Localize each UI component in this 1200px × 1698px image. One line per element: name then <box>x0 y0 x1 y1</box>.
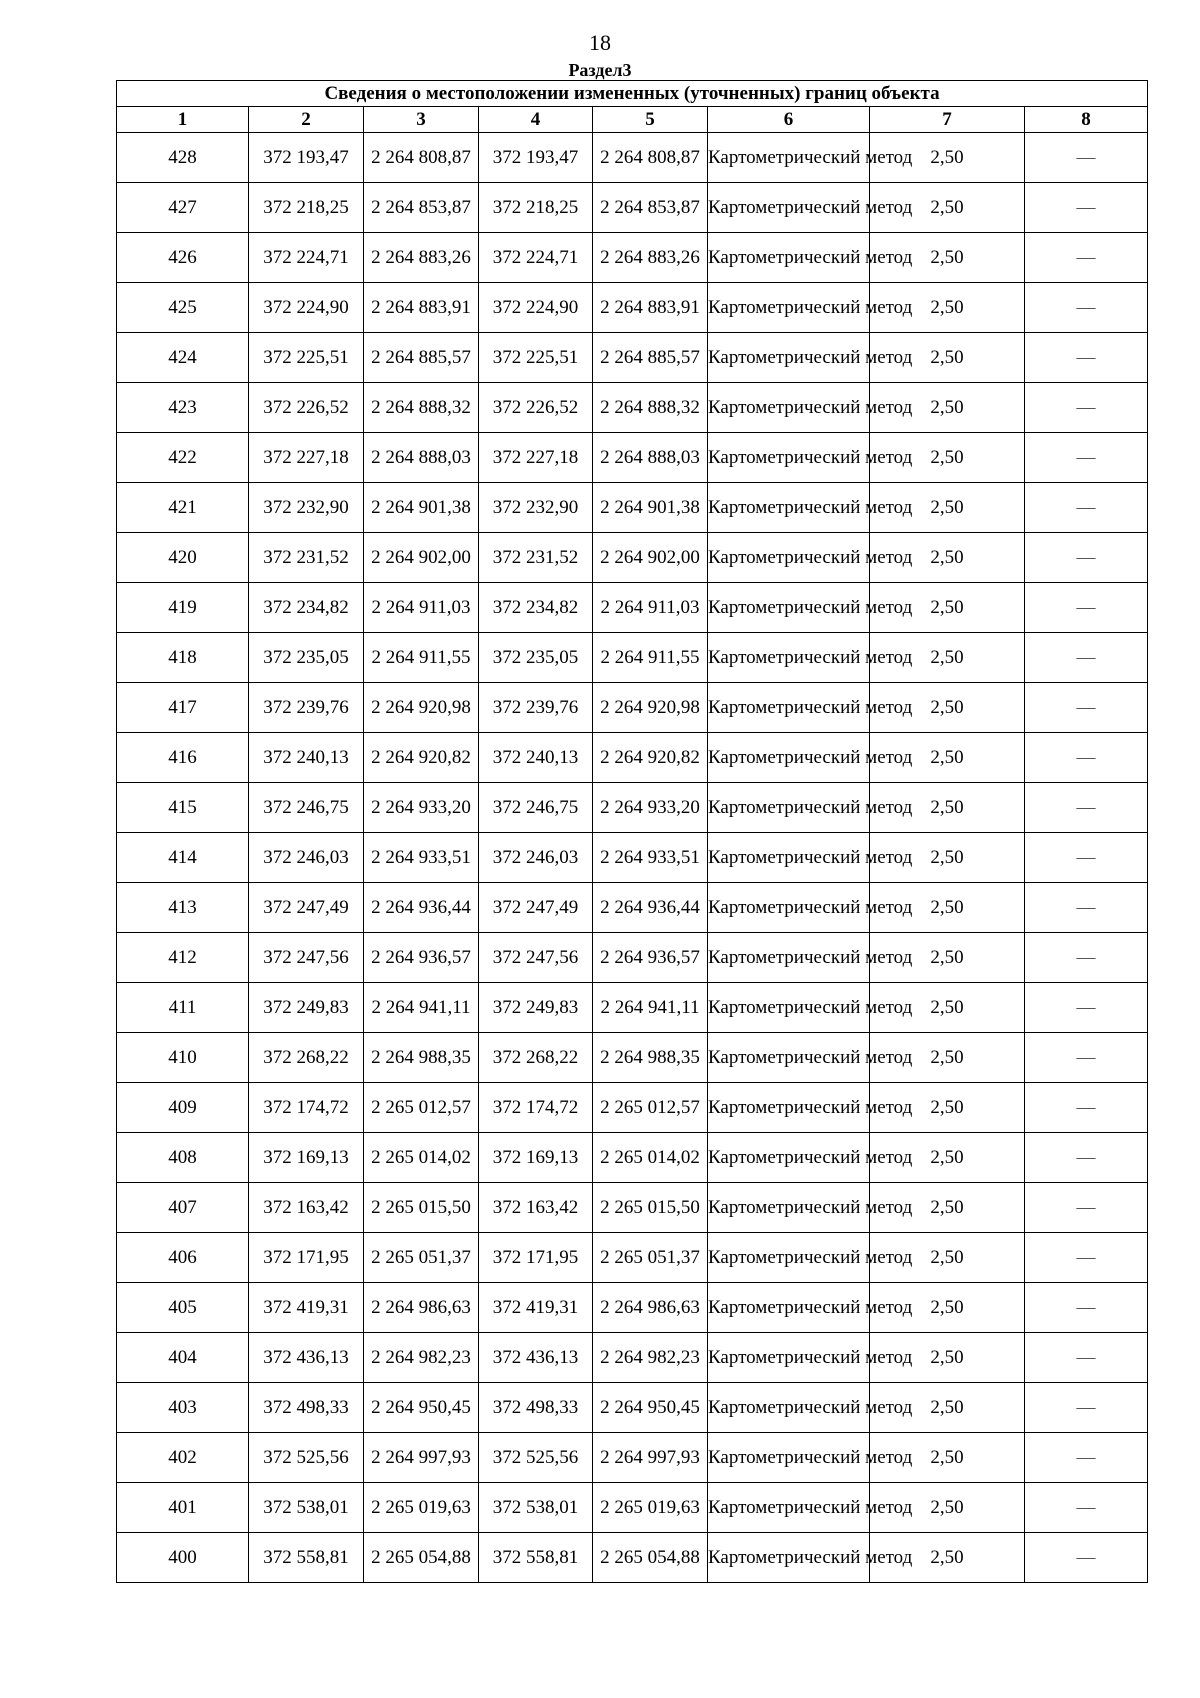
cell-x-existing: 372 226,52 <box>249 383 364 433</box>
cell-method: Картометрический метод <box>708 733 870 783</box>
cell-description: — <box>1025 533 1148 583</box>
cell-description: — <box>1025 383 1148 433</box>
table-row <box>117 1283 1148 1333</box>
cell-x-existing: 372 436,13 <box>249 1333 364 1383</box>
cell-x-existing: 372 225,51 <box>249 333 364 383</box>
column-number-6: 6 <box>708 107 870 133</box>
cell-x-new: 372 239,76 <box>479 683 593 733</box>
cell-point-number: 400 <box>117 1533 249 1583</box>
cell-method: Картометрический метод <box>708 783 870 833</box>
cell-y-existing: 2 265 014,02 <box>364 1133 479 1183</box>
cell-point-number: 427 <box>117 183 249 233</box>
table-title-row <box>117 81 1148 107</box>
cell-x-new: 372 174,72 <box>479 1083 593 1133</box>
cell-precision: 2,50 <box>870 1283 1025 1333</box>
cell-method: Картометрический метод <box>708 883 870 933</box>
cell-precision: 2,50 <box>870 783 1025 833</box>
cell-method: Картометрический метод <box>708 383 870 433</box>
cell-y-existing: 2 264 933,51 <box>364 833 479 883</box>
cell-precision: 2,50 <box>870 633 1025 683</box>
cell-y-existing: 2 264 902,00 <box>364 533 479 583</box>
cell-x-new: 372 232,90 <box>479 483 593 533</box>
cell-method: Картометрический метод <box>708 183 870 233</box>
column-number-8: 8 <box>1025 107 1148 133</box>
cell-method: Картометрический метод <box>708 333 870 383</box>
cell-y-existing: 2 264 883,26 <box>364 233 479 283</box>
cell-precision: 2,50 <box>870 1033 1025 1083</box>
cell-point-number: 419 <box>117 583 249 633</box>
cell-description: — <box>1025 183 1148 233</box>
cell-precision: 2,50 <box>870 1333 1025 1383</box>
cell-y-new: 2 264 933,20 <box>593 783 708 833</box>
cell-point-number: 403 <box>117 1383 249 1433</box>
cell-x-existing: 372 163,42 <box>249 1183 364 1233</box>
cell-description: — <box>1025 583 1148 633</box>
cell-precision: 2,50 <box>870 583 1025 633</box>
cell-description: — <box>1025 1483 1148 1533</box>
table-row <box>117 833 1148 883</box>
table-row <box>117 683 1148 733</box>
cell-point-number: 407 <box>117 1183 249 1233</box>
cell-x-existing: 372 227,18 <box>249 433 364 483</box>
table-row <box>117 183 1148 233</box>
cell-y-existing: 2 264 808,87 <box>364 133 479 183</box>
cell-y-new: 2 264 888,32 <box>593 383 708 433</box>
boundary-coordinates-table <box>116 80 1148 1583</box>
cell-method: Картометрический метод <box>708 1233 870 1283</box>
cell-description: — <box>1025 733 1148 783</box>
cell-precision: 2,50 <box>870 433 1025 483</box>
cell-x-existing: 372 232,90 <box>249 483 364 533</box>
cell-y-new: 2 264 920,98 <box>593 683 708 733</box>
cell-description: — <box>1025 883 1148 933</box>
cell-x-new: 372 218,25 <box>479 183 593 233</box>
cell-y-new: 2 265 015,50 <box>593 1183 708 1233</box>
table-row <box>117 1483 1148 1533</box>
cell-x-existing: 372 171,95 <box>249 1233 364 1283</box>
table-row <box>117 583 1148 633</box>
column-number-3: 3 <box>364 107 479 133</box>
cell-description: — <box>1025 1383 1148 1433</box>
cell-y-existing: 2 264 936,44 <box>364 883 479 933</box>
page-number: 18 <box>589 30 611 55</box>
cell-x-new: 372 498,33 <box>479 1383 593 1433</box>
cell-description: — <box>1025 483 1148 533</box>
cell-precision: 2,50 <box>870 1133 1025 1183</box>
cell-x-new: 372 169,13 <box>479 1133 593 1183</box>
cell-x-new: 372 247,49 <box>479 883 593 933</box>
cell-y-new: 2 264 950,45 <box>593 1383 708 1433</box>
cell-y-existing: 2 264 986,63 <box>364 1283 479 1333</box>
cell-precision: 2,50 <box>870 483 1025 533</box>
cell-description: — <box>1025 233 1148 283</box>
cell-y-new: 2 264 883,26 <box>593 233 708 283</box>
cell-x-existing: 372 235,05 <box>249 633 364 683</box>
cell-precision: 2,50 <box>870 883 1025 933</box>
cell-method: Картометрический метод <box>708 1483 870 1533</box>
cell-precision: 2,50 <box>870 383 1025 433</box>
table-row <box>117 1083 1148 1133</box>
cell-description: — <box>1025 933 1148 983</box>
table-title: Сведения о местоположении измененных (уточненных) границ объекта <box>117 81 1148 107</box>
cell-y-new: 2 264 901,38 <box>593 483 708 533</box>
cell-precision: 2,50 <box>870 1233 1025 1283</box>
cell-y-existing: 2 264 901,38 <box>364 483 479 533</box>
cell-y-new: 2 264 933,51 <box>593 833 708 883</box>
table-row <box>117 433 1148 483</box>
cell-method: Картометрический метод <box>708 683 870 733</box>
table-row <box>117 533 1148 583</box>
table-row <box>117 633 1148 683</box>
table-row <box>117 1233 1148 1283</box>
cell-point-number: 420 <box>117 533 249 583</box>
cell-x-new: 372 419,31 <box>479 1283 593 1333</box>
cell-point-number: 417 <box>117 683 249 733</box>
cell-x-existing: 372 538,01 <box>249 1483 364 1533</box>
cell-point-number: 426 <box>117 233 249 283</box>
cell-y-existing: 2 264 950,45 <box>364 1383 479 1433</box>
cell-precision: 2,50 <box>870 983 1025 1033</box>
cell-x-new: 372 171,95 <box>479 1233 593 1283</box>
cell-y-existing: 2 264 920,82 <box>364 733 479 783</box>
cell-y-existing: 2 264 888,03 <box>364 433 479 483</box>
cell-precision: 2,50 <box>870 1533 1025 1583</box>
cell-y-new: 2 264 853,87 <box>593 183 708 233</box>
cell-x-existing: 372 558,81 <box>249 1533 364 1583</box>
cell-description: — <box>1025 1283 1148 1333</box>
table-row <box>117 333 1148 383</box>
cell-method: Картометрический метод <box>708 983 870 1033</box>
table-row <box>117 983 1148 1033</box>
cell-y-new: 2 264 988,35 <box>593 1033 708 1083</box>
cell-x-new: 372 224,71 <box>479 233 593 283</box>
cell-y-existing: 2 264 888,32 <box>364 383 479 433</box>
table-row <box>117 1333 1148 1383</box>
table-row <box>117 1383 1148 1433</box>
cell-x-new: 372 268,22 <box>479 1033 593 1083</box>
cell-x-new: 372 193,47 <box>479 133 593 183</box>
cell-x-existing: 372 246,03 <box>249 833 364 883</box>
table-row <box>117 933 1148 983</box>
cell-y-existing: 2 264 911,55 <box>364 633 479 683</box>
cell-method: Картометрический метод <box>708 833 870 883</box>
cell-x-new: 372 226,52 <box>479 383 593 433</box>
table-row <box>117 1133 1148 1183</box>
cell-precision: 2,50 <box>870 133 1025 183</box>
cell-precision: 2,50 <box>870 683 1025 733</box>
cell-x-new: 372 235,05 <box>479 633 593 683</box>
cell-x-existing: 372 218,25 <box>249 183 364 233</box>
cell-precision: 2,50 <box>870 733 1025 783</box>
cell-x-new: 372 234,82 <box>479 583 593 633</box>
cell-x-existing: 372 268,22 <box>249 1033 364 1083</box>
cell-x-new: 372 249,83 <box>479 983 593 1033</box>
column-number-5: 5 <box>593 107 708 133</box>
cell-y-existing: 2 264 988,35 <box>364 1033 479 1083</box>
column-number-row <box>117 107 1148 133</box>
cell-x-new: 372 246,75 <box>479 783 593 833</box>
table-row <box>117 1033 1148 1083</box>
cell-precision: 2,50 <box>870 333 1025 383</box>
column-number-2: 2 <box>249 107 364 133</box>
cell-description: — <box>1025 1333 1148 1383</box>
cell-precision: 2,50 <box>870 233 1025 283</box>
cell-point-number: 411 <box>117 983 249 1033</box>
table-row <box>117 1533 1148 1583</box>
cell-x-existing: 372 224,90 <box>249 283 364 333</box>
cell-method: Картометрический метод <box>708 283 870 333</box>
cell-y-new: 2 264 883,91 <box>593 283 708 333</box>
cell-description: — <box>1025 833 1148 883</box>
cell-y-existing: 2 264 936,57 <box>364 933 479 983</box>
cell-point-number: 406 <box>117 1233 249 1283</box>
cell-point-number: 421 <box>117 483 249 533</box>
cell-precision: 2,50 <box>870 1433 1025 1483</box>
cell-precision: 2,50 <box>870 283 1025 333</box>
cell-y-new: 2 264 902,00 <box>593 533 708 583</box>
cell-y-existing: 2 265 051,37 <box>364 1233 479 1283</box>
section-label: Раздел3 <box>568 60 632 80</box>
cell-x-existing: 372 249,83 <box>249 983 364 1033</box>
cell-description: — <box>1025 1533 1148 1583</box>
cell-point-number: 412 <box>117 933 249 983</box>
cell-method: Картометрический метод <box>708 633 870 683</box>
cell-y-existing: 2 264 941,11 <box>364 983 479 1033</box>
cell-point-number: 428 <box>117 133 249 183</box>
table-row <box>117 233 1148 283</box>
cell-x-new: 372 231,52 <box>479 533 593 583</box>
cell-y-new: 2 264 808,87 <box>593 133 708 183</box>
cell-point-number: 405 <box>117 1283 249 1333</box>
cell-y-new: 2 264 982,23 <box>593 1333 708 1383</box>
table-row <box>117 283 1148 333</box>
cell-x-new: 372 247,56 <box>479 933 593 983</box>
cell-precision: 2,50 <box>870 183 1025 233</box>
cell-description: — <box>1025 1083 1148 1133</box>
cell-x-existing: 372 193,47 <box>249 133 364 183</box>
cell-x-new: 372 163,42 <box>479 1183 593 1233</box>
column-number-4: 4 <box>479 107 593 133</box>
cell-precision: 2,50 <box>870 833 1025 883</box>
cell-method: Картометрический метод <box>708 233 870 283</box>
cell-x-new: 372 225,51 <box>479 333 593 383</box>
cell-y-new: 2 264 911,03 <box>593 583 708 633</box>
cell-point-number: 408 <box>117 1133 249 1183</box>
cell-method: Картометрический метод <box>708 1533 870 1583</box>
table-row <box>117 383 1148 433</box>
cell-x-existing: 372 247,56 <box>249 933 364 983</box>
cell-x-new: 372 436,13 <box>479 1333 593 1383</box>
cell-point-number: 401 <box>117 1483 249 1533</box>
cell-y-new: 2 264 885,57 <box>593 333 708 383</box>
cell-point-number: 415 <box>117 783 249 833</box>
cell-description: — <box>1025 1033 1148 1083</box>
cell-point-number: 422 <box>117 433 249 483</box>
cell-x-new: 372 538,01 <box>479 1483 593 1533</box>
cell-point-number: 423 <box>117 383 249 433</box>
cell-point-number: 414 <box>117 833 249 883</box>
cell-point-number: 402 <box>117 1433 249 1483</box>
cell-point-number: 425 <box>117 283 249 333</box>
cell-x-existing: 372 234,82 <box>249 583 364 633</box>
cell-y-new: 2 264 941,11 <box>593 983 708 1033</box>
cell-method: Картометрический метод <box>708 1283 870 1333</box>
cell-y-new: 2 264 986,63 <box>593 1283 708 1333</box>
cell-method: Картометрический метод <box>708 583 870 633</box>
table-body <box>117 133 1148 1583</box>
cell-point-number: 413 <box>117 883 249 933</box>
cell-x-existing: 372 247,49 <box>249 883 364 933</box>
cell-y-new: 2 264 997,93 <box>593 1433 708 1483</box>
cell-method: Картометрический метод <box>708 1083 870 1133</box>
cell-method: Картометрический метод <box>708 1183 870 1233</box>
cell-description: — <box>1025 283 1148 333</box>
cell-y-existing: 2 264 933,20 <box>364 783 479 833</box>
cell-description: — <box>1025 1233 1148 1283</box>
cell-x-existing: 372 239,76 <box>249 683 364 733</box>
cell-x-existing: 372 224,71 <box>249 233 364 283</box>
cell-description: — <box>1025 983 1148 1033</box>
table-row <box>117 133 1148 183</box>
cell-y-existing: 2 264 997,93 <box>364 1433 479 1483</box>
cell-y-existing: 2 264 853,87 <box>364 183 479 233</box>
cell-y-existing: 2 265 054,88 <box>364 1533 479 1583</box>
column-number-7: 7 <box>870 107 1025 133</box>
cell-y-existing: 2 264 920,98 <box>364 683 479 733</box>
table-row <box>117 483 1148 533</box>
cell-x-existing: 372 498,33 <box>249 1383 364 1433</box>
table-row <box>117 733 1148 783</box>
cell-x-existing: 372 174,72 <box>249 1083 364 1133</box>
cell-x-existing: 372 525,56 <box>249 1433 364 1483</box>
cell-method: Картометрический метод <box>708 933 870 983</box>
cell-precision: 2,50 <box>870 1483 1025 1533</box>
cell-x-existing: 372 246,75 <box>249 783 364 833</box>
column-number-1: 1 <box>117 107 249 133</box>
table-row <box>117 1433 1148 1483</box>
cell-method: Картометрический метод <box>708 483 870 533</box>
cell-point-number: 409 <box>117 1083 249 1133</box>
cell-y-existing: 2 264 883,91 <box>364 283 479 333</box>
cell-method: Картометрический метод <box>708 1133 870 1183</box>
cell-y-new: 2 265 014,02 <box>593 1133 708 1183</box>
cell-method: Картометрический метод <box>708 1433 870 1483</box>
cell-description: — <box>1025 133 1148 183</box>
cell-y-new: 2 265 012,57 <box>593 1083 708 1133</box>
cell-description: — <box>1025 433 1148 483</box>
cell-point-number: 404 <box>117 1333 249 1383</box>
cell-y-existing: 2 265 012,57 <box>364 1083 479 1133</box>
cell-y-new: 2 264 888,03 <box>593 433 708 483</box>
cell-point-number: 424 <box>117 333 249 383</box>
cell-y-new: 2 264 936,57 <box>593 933 708 983</box>
cell-y-new: 2 264 920,82 <box>593 733 708 783</box>
cell-y-existing: 2 264 885,57 <box>364 333 479 383</box>
cell-y-existing: 2 265 015,50 <box>364 1183 479 1233</box>
cell-point-number: 418 <box>117 633 249 683</box>
cell-description: — <box>1025 1133 1148 1183</box>
cell-y-new: 2 265 054,88 <box>593 1533 708 1583</box>
cell-precision: 2,50 <box>870 1083 1025 1133</box>
cell-x-existing: 372 240,13 <box>249 733 364 783</box>
cell-x-new: 372 558,81 <box>479 1533 593 1583</box>
cell-y-new: 2 264 911,55 <box>593 633 708 683</box>
cell-method: Картометрический метод <box>708 133 870 183</box>
cell-description: — <box>1025 1433 1148 1483</box>
cell-x-new: 372 240,13 <box>479 733 593 783</box>
cell-precision: 2,50 <box>870 533 1025 583</box>
cell-method: Картометрический метод <box>708 1333 870 1383</box>
cell-method: Картометрический метод <box>708 1383 870 1433</box>
cell-method: Картометрический метод <box>708 1033 870 1083</box>
cell-x-existing: 372 419,31 <box>249 1283 364 1333</box>
table-row <box>117 883 1148 933</box>
cell-point-number: 416 <box>117 733 249 783</box>
cell-method: Картометрический метод <box>708 433 870 483</box>
cell-x-new: 372 227,18 <box>479 433 593 483</box>
cell-method: Картометрический метод <box>708 533 870 583</box>
cell-precision: 2,50 <box>870 1383 1025 1433</box>
cell-x-existing: 372 169,13 <box>249 1133 364 1183</box>
table-row <box>117 783 1148 833</box>
cell-x-existing: 372 231,52 <box>249 533 364 583</box>
cell-precision: 2,50 <box>870 933 1025 983</box>
cell-y-new: 2 264 936,44 <box>593 883 708 933</box>
cell-description: — <box>1025 683 1148 733</box>
table-row <box>117 1183 1148 1233</box>
cell-point-number: 410 <box>117 1033 249 1083</box>
cell-y-existing: 2 264 982,23 <box>364 1333 479 1383</box>
cell-y-new: 2 265 051,37 <box>593 1233 708 1283</box>
cell-x-new: 372 246,03 <box>479 833 593 883</box>
cell-x-new: 372 224,90 <box>479 283 593 333</box>
cell-x-new: 372 525,56 <box>479 1433 593 1483</box>
cell-description: — <box>1025 333 1148 383</box>
cell-precision: 2,50 <box>870 1183 1025 1233</box>
cell-y-new: 2 265 019,63 <box>593 1483 708 1533</box>
cell-description: — <box>1025 783 1148 833</box>
cell-description: — <box>1025 633 1148 683</box>
cell-y-existing: 2 264 911,03 <box>364 583 479 633</box>
cell-y-existing: 2 265 019,63 <box>364 1483 479 1533</box>
cell-description: — <box>1025 1183 1148 1233</box>
